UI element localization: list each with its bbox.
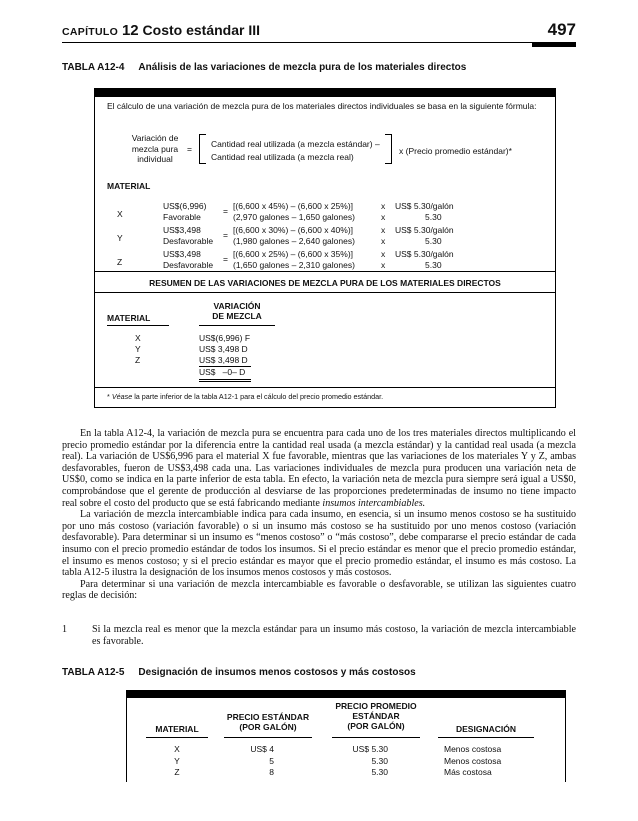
row-label: Desfavorable xyxy=(163,260,214,270)
table-caption: Designación de insumos menos costosos y más costosos xyxy=(138,667,416,678)
paragraph xyxy=(62,428,576,509)
material-header: MATERIAL xyxy=(107,181,151,191)
row-price1: US$ 5.30/galón xyxy=(395,201,454,211)
row-material: Z xyxy=(117,257,123,267)
formula-denominator: Cantidad real utilizada (a mezcla real) xyxy=(211,152,354,162)
summary-total-rule xyxy=(199,381,251,382)
a12-5-avg: 5.30 xyxy=(371,767,388,777)
header-rule xyxy=(146,737,208,738)
summary-divider xyxy=(95,271,555,272)
formula-lhs-line3: individual xyxy=(137,154,173,164)
paragraph-text: En la tabla A12-4, la variación de mezcla pura se encuentra para cada uno de los tres materiales directos multiplicando el precio promedio estándar por la diferencia entre la cantidad real usada (a mezcla estándar) y la cantidad real usada (a mezcla real). La variación de US$6,996 para el material X fue favorable, mientras que las variaciones de los materiales Y y Z, ambas desfavorables, fueron de US$3,498 cada una. Las variaciones individuales de mezcla pura producen una variación neta de US$0, como se indica en la parte inferior de esta tabla. En efecto, la variación neta de mezcla pura siempre será igual a US$0, comprobándose que el gerente de producción al desviarse de las proporciones predeterminadas de insumo no tiene impacto real sobre el costo del producto que se está fabricando mediante xyxy=(62,428,576,509)
paragraph: Para determinar si una variación de mezcla intercambiable es favorable o desfavorable, se utilizan las siguientes cuatro reglas de decisión: xyxy=(62,578,576,602)
row-x: x xyxy=(381,225,386,235)
col-standard-price-line2: (POR GALÓN) xyxy=(239,722,297,732)
row-calc-line2: (1,980 galones – 2,640 galones) xyxy=(233,236,355,246)
summary-value: US$ 3,498 D xyxy=(199,344,248,354)
table-a12-5-left-border xyxy=(126,698,127,782)
a12-5-price: US$ 4 xyxy=(250,744,274,754)
rule-text: Si la mezcla real es menor que la mezcla estándar para un insumo más costoso, la variación de mezcla intercambiable es favorable. xyxy=(92,624,576,647)
formula-lhs-line2: mezcla pura xyxy=(131,143,179,154)
summary-col-rule xyxy=(107,325,169,326)
row-calc-line1: [(6,600 x 30%) – (6,600 x 40%)] xyxy=(233,225,354,235)
a12-5-designation: Más costosa xyxy=(444,767,492,777)
col-average-price-line2: ESTÁNDAR xyxy=(352,711,400,721)
header-rule xyxy=(62,42,576,43)
body-text xyxy=(62,428,576,602)
formula-bracket-left xyxy=(199,134,206,164)
row-amount: US$3,498 xyxy=(163,225,201,235)
col-standard-price-line1: PRECIO ESTÁNDAR xyxy=(226,712,310,722)
formula-multiplier: x (Precio promedio estándar)* xyxy=(399,146,512,156)
a12-5-designation: Menos costosa xyxy=(444,756,502,766)
a12-5-material: X xyxy=(174,744,180,754)
header-rule xyxy=(332,737,420,738)
col-designation: DESIGNACIÓN xyxy=(456,724,516,734)
table-a12-4 xyxy=(94,88,556,408)
a12-5-avg: US$ 5.30 xyxy=(352,744,388,754)
summary-total: US$ –0– D xyxy=(199,367,246,377)
formula-bracket-right xyxy=(385,134,392,164)
row-calc-line1: [(6,600 x 25%) – (6,600 x 35%)] xyxy=(233,249,354,259)
row-label: Desfavorable xyxy=(163,236,214,246)
a12-5-price: 5 xyxy=(269,756,274,766)
row-price2: 5.30 xyxy=(425,260,442,270)
table-a12-5-title xyxy=(62,667,416,678)
row-material: X xyxy=(117,209,123,219)
row-price2: 5.30 xyxy=(425,236,442,246)
summary-value: US$ 3,498 D xyxy=(199,355,248,365)
row-equals: = xyxy=(223,206,228,216)
header-rule xyxy=(224,737,312,738)
chapter-label: CAPÍTULO xyxy=(62,26,119,38)
header-tab-mark xyxy=(532,42,576,47)
table-label: TABLA A12-5 xyxy=(62,667,125,678)
row-amount: US$(6,996) xyxy=(163,201,207,211)
col-average-price-line1: PRECIO PROMEDIO xyxy=(335,701,417,711)
summary-col-variance xyxy=(197,301,277,321)
paragraph-emphasis: insumos intercambiables. xyxy=(322,497,426,509)
row-label: Favorable xyxy=(163,212,201,222)
table-footnote xyxy=(107,392,383,401)
summary-value: US$(6,996) F xyxy=(199,333,251,343)
table-a12-5-top-bar xyxy=(126,690,566,698)
formula-equals: = xyxy=(187,144,192,154)
footnote-mark: * xyxy=(107,392,110,401)
summary-col-variance-line1: VARIACIÓN xyxy=(213,301,261,311)
rule-number: 1 xyxy=(62,624,68,635)
summary-material: Z xyxy=(135,355,141,365)
summary-material: Y xyxy=(135,344,141,354)
row-price2: 5.30 xyxy=(425,212,442,222)
row-calc-line2: (2,970 galones – 1,650 galones) xyxy=(233,212,355,222)
col-standard-price xyxy=(218,712,318,732)
summary-title: RESUMEN DE LAS VARIACIONES DE MEZCLA PURA DE LOS MATERIALES DIRECTOS xyxy=(149,278,501,288)
table-intro: El cálculo de una variación de mezcla pura de los materiales directos individuales se basa en la siguiente fórmula: xyxy=(107,101,537,111)
row-equals: = xyxy=(223,230,228,240)
table-a12-5-right-border xyxy=(565,698,566,782)
chapter-title: Costo estándar III xyxy=(142,22,261,38)
row-material: Y xyxy=(117,233,123,243)
summary-divider xyxy=(95,292,555,293)
table-a12-4-title xyxy=(62,62,466,73)
footnote-divider xyxy=(95,387,555,388)
row-x: x xyxy=(381,201,386,211)
row-calc-line1: [(6,600 x 45%) – (6,600 x 25%)] xyxy=(233,201,354,211)
col-material: MATERIAL xyxy=(155,724,199,734)
col-average-price xyxy=(326,701,426,731)
row-x: x xyxy=(381,236,386,246)
summary-col-rule xyxy=(199,325,275,326)
header-rule xyxy=(438,737,534,738)
summary-col-material: MATERIAL xyxy=(107,313,151,323)
a12-5-material: Y xyxy=(174,756,180,766)
footnote-em: Véase xyxy=(111,392,133,401)
formula-numerator: Cantidad real utilizada (a mezcla estándar) – xyxy=(211,139,380,149)
row-price1: US$ 5.30/galón xyxy=(395,249,454,259)
running-header xyxy=(62,22,260,39)
footnote-text: la parte inferior de la tabla A12-1 para el cálculo del precio promedio estándar. xyxy=(134,392,384,401)
table-label: TABLA A12-4 xyxy=(62,62,125,73)
page-number: 497 xyxy=(547,20,576,39)
row-price1: US$ 5.30/galón xyxy=(395,225,454,235)
paragraph: La variación de mezcla intercambiable indica para cada insumo, en esencia, si un insumo menos costoso se ha sustituido por uno más costoso (variación favorable) o si un insumo más costoso se ha sustituido por uno menos costoso (variación desfavorable). Para determinar si un insumo es “menos costoso” o “más costoso”, debe compararse el precio estándar de cada insumo con el precio promedio estándar de todos los insumos. Si el precio estándar es menor que el precio promedio estándar, el insumo es menos costoso; y si el precio estándar es mayor que el precio promedio estándar, el insumo es más costoso. La tabla A12-5 ilustra la designación de los insumos menos costosos y más costosos. xyxy=(62,509,576,579)
a12-5-avg: 5.30 xyxy=(371,756,388,766)
row-x: x xyxy=(381,260,386,270)
summary-total-rule xyxy=(199,379,251,380)
row-calc-line2: (1,650 galones – 2,310 galones) xyxy=(233,260,355,270)
a12-5-designation: Menos costosa xyxy=(444,744,502,754)
a12-5-price: 8 xyxy=(269,767,274,777)
row-x: x xyxy=(381,249,386,259)
table-caption: Análisis de las variaciones de mezcla pura de los materiales directos xyxy=(138,62,467,73)
summary-material: X xyxy=(135,333,141,343)
row-amount: US$3,498 xyxy=(163,249,201,259)
col-average-price-line3: (POR GALÓN) xyxy=(347,721,405,731)
row-equals: = xyxy=(223,254,228,264)
summary-col-variance-line2: DE MEZCLA xyxy=(212,311,262,321)
chapter-number: 12 xyxy=(121,22,139,39)
row-x: x xyxy=(381,212,386,222)
formula-lhs-line1: Variación de xyxy=(131,133,179,143)
table-top-bar xyxy=(95,89,555,97)
a12-5-material: Z xyxy=(174,767,180,777)
formula-lhs xyxy=(125,133,185,165)
